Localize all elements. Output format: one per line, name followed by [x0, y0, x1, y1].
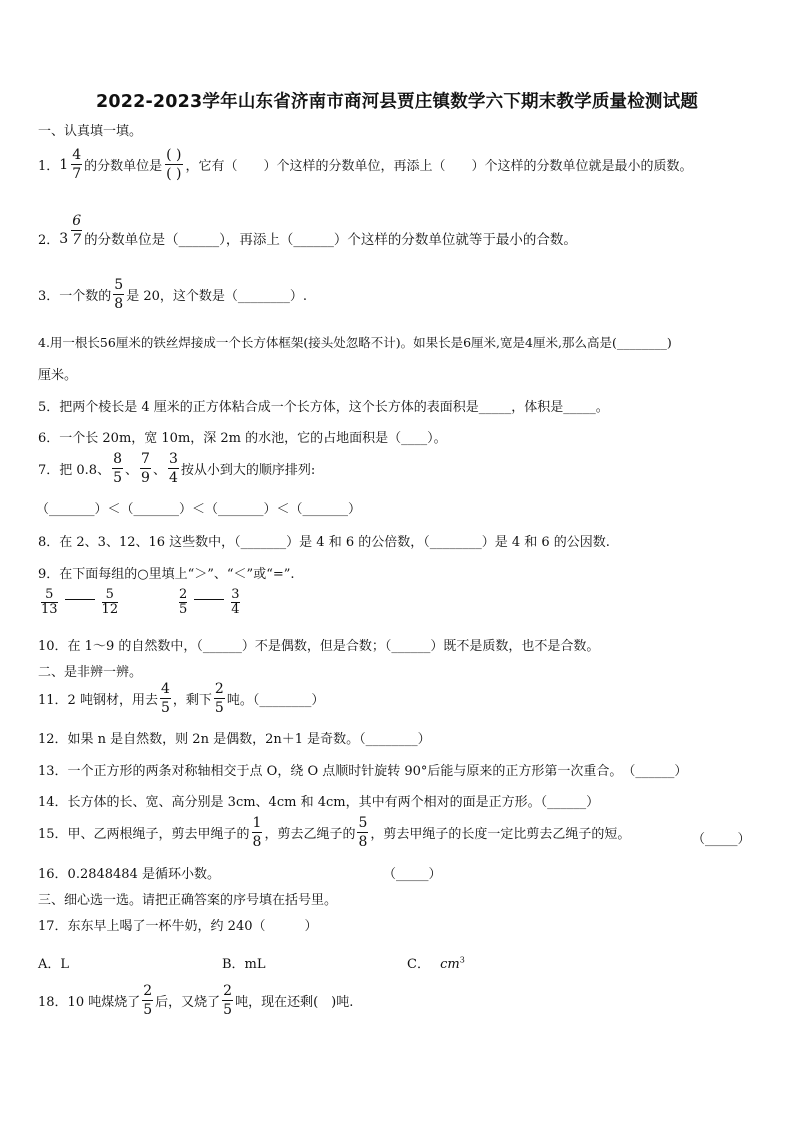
q7-text-0: 7．把 0.8、 — [38, 463, 111, 478]
q18-text-1: 后，又烧了 — [155, 995, 221, 1010]
q18-fraction-2 — [222, 984, 233, 1017]
q7-f2-denominator: 9 — [141, 470, 150, 486]
q17-option-c-label: C． — [407, 957, 430, 972]
q9-b-numerator: 5 — [105, 587, 114, 602]
q15-text-2: ，剪去甲绳子的长度一定比剪去乙绳子的短。 — [370, 827, 631, 842]
q15-tail: （_____） — [692, 832, 751, 847]
section-2-heading — [38, 661, 142, 680]
q9-c-denominator: 5 — [179, 601, 188, 617]
q3-denominator: 8 — [114, 296, 124, 312]
q13-text: 13．一个正方形的两条对称轴相交于点 O，绕 O 点顺时针旋转 90°后能与原来的正方形第一次重合。 （______） — [38, 764, 688, 779]
q16-text: 16．0.2848484 是循环小数。 — [38, 867, 220, 882]
q15-text-1: ，剪去乙绳子的 — [264, 827, 356, 842]
q1-answer-top: ( ) — [166, 147, 182, 163]
q9-d-denominator: 4 — [231, 601, 240, 617]
q2-fraction — [71, 214, 82, 247]
q7-fraction-1 — [112, 452, 123, 485]
q5-text: 5．把两个棱长是 4 厘米的正方体粘合成一个长方体，这个长方体的表面积是_____，体积是_____。 — [38, 400, 609, 415]
q1-text-1: 的分数单位是 — [84, 159, 163, 174]
q18-f2-numerator: 2 — [223, 983, 233, 999]
question-7-ordering — [36, 498, 361, 517]
question-9 — [38, 563, 295, 582]
q9-compare-2 — [176, 588, 243, 616]
q17-option-a-label: A．L — [38, 957, 70, 972]
q11-text-1: ，剩下 — [172, 693, 212, 708]
q1-denominator: 7 — [72, 166, 82, 182]
question-15 — [38, 816, 630, 849]
q7-f3-numerator: 3 — [168, 451, 178, 467]
q2-number: 2． — [38, 232, 60, 248]
section-3-heading — [38, 889, 337, 908]
q2-denominator: 7 — [72, 231, 82, 248]
q1-numerator: 4 — [72, 147, 82, 163]
q17-text: 17．东东早上喝了一杯牛奶，约 240（ ） — [38, 919, 318, 934]
q2-text: 的分数单位是（______），再添上（______）个这样的分数单位就等于最小的合数。 — [84, 232, 577, 248]
question-4 — [38, 333, 672, 351]
q7-text-1: 按从小到大的顺序排列: — [180, 463, 316, 478]
question-11 — [38, 682, 324, 715]
q2-numerator: 6 — [72, 212, 82, 229]
q7-fraction-3 — [168, 452, 179, 485]
q3-text-0: 一个数的 — [59, 289, 112, 304]
q8-text: 8．在 2、3、12、16 这些数中，（_______）是 4 和 6 的公倍数，（________）是 4 和 6 的公因数. — [38, 535, 610, 550]
q15-answer-blank — [692, 828, 751, 847]
q11-f2-numerator: 2 — [214, 681, 224, 697]
q9-fraction-a — [41, 588, 58, 616]
q6-text: 6．一个长 20m，宽 10m，深 2m 的水池，它的占地面积是（____）。 — [38, 431, 447, 446]
q7-ordering-blanks: （_______）＜（_______）＜（_______）＜（_______） — [36, 502, 362, 517]
q11-text-0: 11．2 吨钢材，用去 — [38, 693, 158, 708]
q4-line-2: 厘米。 — [38, 368, 78, 383]
question-6 — [38, 427, 447, 446]
q17-option-c[interactable] — [407, 953, 465, 972]
q9-compare-blank-2[interactable] — [194, 599, 224, 600]
q9-fraction-d — [231, 588, 239, 616]
q10-text: 10．在 1～9 的自然数中，（______）不是偶数，但是合数；（______）既不是质数，也不是合数。 — [38, 639, 600, 654]
q11-fraction-1 — [160, 682, 171, 715]
section-2-label: 二、是非辨一辨。 — [38, 665, 143, 680]
q3-fraction — [113, 278, 124, 311]
q7-f3-denominator: 4 — [168, 470, 178, 486]
q15-fraction-1 — [252, 816, 263, 849]
q18-text-0: 18．10 吨煤烧了 — [38, 995, 141, 1010]
q15-f1-numerator: 1 — [252, 815, 262, 831]
question-14 — [38, 791, 599, 810]
question-7 — [38, 452, 315, 485]
q3-numerator: 5 — [114, 277, 124, 293]
q16-answer-blank — [383, 863, 442, 882]
q15-text-0: 15．甲、乙两根绳子，剪去甲绳子的 — [38, 827, 250, 842]
question-18 — [38, 984, 353, 1017]
q7-f1-denominator: 5 — [113, 470, 122, 486]
question-10 — [38, 635, 599, 654]
q11-f1-numerator: 4 — [160, 681, 170, 697]
q1-whole: 1 — [59, 156, 69, 173]
q16-tail: （_____） — [383, 867, 442, 882]
question-12 — [38, 728, 431, 747]
q14-text: 14．长方体的长、宽、高分别是 3cm、4cm 和 4cm，其中有两个相对的面是正方形。（______） — [38, 795, 600, 810]
q11-f1-denominator: 5 — [160, 700, 170, 716]
q17-option-a[interactable] — [38, 953, 69, 972]
q15-fraction-2 — [357, 816, 368, 849]
q18-f1-numerator: 2 — [143, 983, 153, 999]
q17-option-c-unit: cm — [440, 957, 460, 972]
q1-number: 1． — [38, 159, 60, 174]
q9-fraction-b — [102, 588, 119, 616]
q4-line-1: 4.用一根长56厘米的铁丝焊接成一个长方体框架(接头处忽略不计)。如果长是6厘米,宽是4厘米,那么高是(________) — [38, 335, 672, 350]
q1-answer-fraction[interactable] — [165, 148, 182, 181]
q9-fraction-c — [179, 588, 187, 616]
q9-d-numerator: 3 — [231, 587, 240, 602]
q18-text-2: 吨，现在还剩( )吨. — [235, 995, 354, 1010]
q1-mixed-number — [59, 148, 84, 181]
question-13 — [38, 760, 687, 779]
q1-fraction — [71, 148, 82, 181]
q9-b-denominator: 12 — [101, 601, 119, 617]
q15-f2-denominator: 8 — [358, 834, 368, 850]
section-1-label: 一、认真填一填。 — [38, 124, 143, 139]
q3-text-1: 是 20，这个数是（________）. — [126, 289, 308, 304]
q12-text: 12．如果 n 是自然数，则 2n 是偶数，2n＋1 是奇数。（________） — [38, 732, 431, 747]
q18-f2-denominator: 5 — [223, 1002, 233, 1018]
page-title: 2022-2023学年山东省济南市商河县贾庄镇数学六下期末教学质量检测试题 — [95, 92, 699, 112]
q15-f2-numerator: 5 — [358, 815, 368, 831]
question-3 — [38, 278, 307, 311]
question-5 — [38, 396, 609, 415]
q1-answer-bottom: ( ) — [166, 166, 182, 182]
question-16 — [38, 863, 220, 882]
question-17 — [38, 915, 318, 934]
q1-text-2: ，它有（ ）个这样的分数单位，再添上（ ）个这样的分数单位就是最小的质数。 — [185, 159, 693, 174]
question-8 — [38, 531, 610, 550]
question-2 — [38, 212, 577, 248]
q18-fraction-1 — [142, 984, 153, 1017]
q18-f1-denominator: 5 — [143, 1002, 153, 1018]
q9-c-numerator: 2 — [179, 587, 188, 602]
q9-text: 9．在下面每组的○里填上“＞”、“＜”或“=”. — [38, 567, 295, 582]
q11-text-2: 吨。（________） — [226, 693, 325, 708]
q11-f2-denominator: 5 — [214, 700, 224, 716]
question-4-cont — [38, 364, 77, 383]
q7-fraction-2 — [140, 452, 151, 485]
q2-whole: 3 — [59, 230, 69, 247]
q9-a-denominator: 13 — [41, 601, 58, 617]
question-1 — [38, 148, 693, 181]
q15-f1-denominator: 8 — [252, 834, 262, 850]
q2-mixed-number — [59, 214, 84, 247]
q9-compare-1 — [38, 588, 121, 616]
q3-number: 3． — [38, 289, 60, 304]
q9-a-numerator: 5 — [45, 587, 54, 602]
q17-option-b-label: B．mL — [222, 957, 266, 972]
q17-option-b[interactable] — [222, 953, 266, 972]
section-3-label: 三、细心选一选。请把正确答案的序号填在括号里。 — [38, 893, 338, 908]
q11-fraction-2 — [214, 682, 225, 715]
q7-sep-2: 、 — [152, 463, 166, 478]
q7-f1-numerator: 8 — [113, 451, 122, 467]
section-1-heading — [38, 120, 142, 139]
q17-option-c-exponent: 3 — [459, 955, 465, 965]
q7-sep-1: 、 — [125, 463, 139, 478]
q7-f2-numerator: 7 — [141, 451, 150, 467]
q9-compare-blank-1[interactable] — [65, 599, 95, 600]
